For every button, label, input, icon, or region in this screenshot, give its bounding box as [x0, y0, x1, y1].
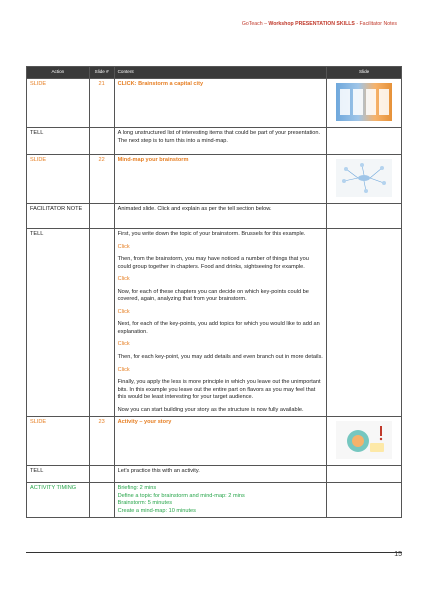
header-workshop: Workshop PRESENTATION SKILLS: [268, 21, 355, 27]
table-row: [27, 79, 402, 128]
timing-line: Brainstorm: 5 minutes: [117, 500, 172, 507]
row-action: SLIDE: [27, 417, 90, 466]
table-header-row: [27, 67, 402, 79]
slide-thumbnail-image: [336, 83, 392, 121]
slide-thumbnail-image: [336, 159, 392, 197]
row-slide-number: 22: [89, 155, 114, 204]
col-header-action: Action: [27, 67, 90, 79]
row-slide-thumbnail: [327, 483, 402, 518]
table-row: [27, 466, 402, 483]
row-slide-number: 21: [89, 79, 114, 128]
running-header: [242, 21, 397, 27]
row-slide-thumbnail: [327, 204, 402, 229]
row-content: Animated slide. Click and explain as per the tell section below.: [114, 204, 327, 229]
table-row: [27, 128, 402, 155]
click-cue: Click: [117, 276, 130, 283]
row-content: A long unstructured list of interesting items that could be part of your presentation. The next step is to turn this into a mind-map.: [114, 128, 327, 155]
row-action: ACTIVITY TIMING: [27, 483, 90, 518]
row-slide-number: 23: [89, 417, 114, 466]
tell-paragraph: Next, for each of the key-points, you add topics for which you would like to add an explanation.: [117, 321, 320, 335]
header-brand: GoTeach: [241, 21, 263, 27]
click-cue: Click: [117, 243, 130, 250]
row-slide-number: [89, 204, 114, 229]
tell-paragraph: First, you write down the topic of your brainstorm. Brussels for this example.: [117, 231, 306, 237]
tell-paragraph: Finally, you apply the less is more principle in which you leave out the unimportant bits. In this example you leave out the entire part on flavors as you may feel that this would be least interesting for your target audience.: [117, 379, 321, 401]
row-slide-number: [89, 128, 114, 155]
facilitator-notes-table: [26, 66, 402, 518]
row-action: FACILITATOR NOTE: [27, 204, 90, 229]
table-row: [27, 155, 402, 204]
click-cue: Click: [117, 341, 130, 348]
tell-paragraph: Then, from the brainstorm, you may have noticed a number of things that you could group together in chapters. Food and drinks, sightseeing for example.: [117, 256, 309, 270]
tell-paragraph: Now, for each of these chapters you can decide on which key-points could be covered, again, analyzing that from your brainstorm.: [117, 288, 309, 303]
row-slide-thumbnail: [327, 155, 402, 204]
table-row: [27, 229, 402, 417]
slide-thumbnail-image: [336, 421, 392, 459]
row-slide-number: [89, 466, 114, 483]
timing-line: Define a topic for brainstorm and mind-map: 2 mins: [117, 492, 245, 499]
row-slide-number: [89, 229, 114, 417]
row-slide-thumbnail: [327, 79, 402, 128]
row-action: TELL: [27, 229, 90, 417]
header-sep: –: [262, 21, 269, 27]
row-slide-thumbnail: [327, 466, 402, 483]
timing-line: Briefing: 2 mins: [117, 485, 157, 492]
row-slide-number: [89, 483, 114, 518]
click-cue: Click: [117, 366, 130, 373]
row-action: TELL: [27, 466, 90, 483]
timing-line: Create a mind-map: 10 minutes: [117, 507, 196, 514]
header-doc: Facilitator Notes: [359, 21, 397, 27]
col-header-content: Content: [114, 67, 327, 79]
table-row: [27, 204, 402, 229]
page-number: 15: [394, 551, 402, 558]
row-action: SLIDE: [27, 155, 90, 204]
col-header-slide: Slide: [327, 67, 402, 79]
header-sep: -: [354, 21, 360, 27]
row-action: TELL: [27, 128, 90, 155]
tell-paragraph: Now you can start building your story as the structure is now fully available.: [117, 406, 304, 413]
table-row: [27, 483, 402, 518]
col-header-slide-number: Slide #: [89, 67, 114, 79]
row-action: SLIDE: [27, 79, 90, 128]
table-row: [27, 417, 402, 466]
row-content: CLICK: Brainstorm a capital city: [114, 79, 327, 128]
footer-divider: [26, 552, 402, 553]
row-content: Let’s practice this with an activity.: [114, 466, 327, 483]
row-slide-thumbnail: [327, 229, 402, 417]
click-cue: Click: [117, 308, 130, 315]
tell-paragraph: Then, for each key-point, you may add details and even branch out in more details.: [117, 354, 323, 361]
row-content: Mind-map your brainstorm: [114, 155, 327, 204]
row-content: Activity – your story: [114, 417, 327, 466]
row-slide-thumbnail: [327, 417, 402, 466]
row-content: [114, 229, 327, 417]
row-content: [114, 483, 327, 518]
row-slide-thumbnail: [327, 128, 402, 155]
